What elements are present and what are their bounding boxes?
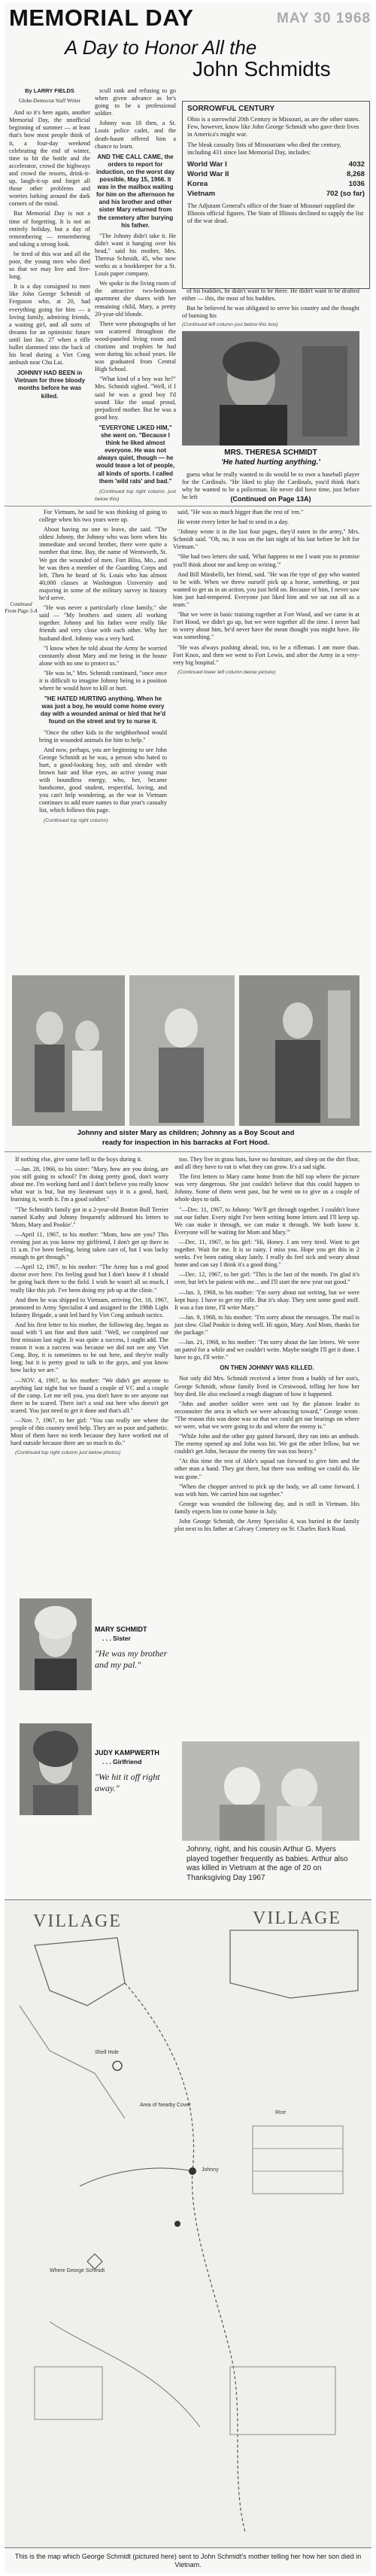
mary-photo [20, 1598, 92, 1690]
mother-photo [182, 331, 359, 446]
mother-caption-quote: 'He hated hurting anything.' [221, 458, 320, 467]
article-column-1 [9, 87, 90, 417]
paragraph: —April 12, 1967, to his mother: "The Army has a real good doctor over here. I'm feeling good but I don't know if I should be going back there to the field. I wish he wasn't all so much, I really like this job. I've been doing my job up at the clinic." [11, 1264, 168, 1294]
sorrowful-century-box [182, 101, 370, 289]
paragraph: It is a day consigned to men like John George Schmidt of Ferguson who, at 20, had everything going for him — a loving family, admiring friends, a waiting girl, and all sorts of dreams for an optimistic future until last Jan. 27 when a rifle bullet slammed into the back of his head during a Viet Cong ambush near Chu Lai. [9, 283, 90, 366]
map-label-village-right: VILLAGE [253, 1908, 341, 1928]
subheadline: A Day to Honor All the [65, 36, 257, 59]
continued-note: (Continued top right column just below photos) [15, 1450, 121, 1456]
paragraph: And so it's here again, another Memorial Day, the unofficial beginning of summer — at least that's how most people think of it, a four-day weekend celebrating the end of winter, time to hit the bottle and the accelerator, crowd the highways and crowd the resorts, drink-it-up, laugh-it-up and forget all those other problems and worries lurking around the dark corners of the mind. [9, 109, 90, 208]
continued-note: (Continued lower left column below picture) [177, 669, 276, 675]
paragraph: If nothing else, give some hell to the boys during it. [15, 1156, 143, 1163]
paragraph: We spoke in the living room of the attractive two-bedroom apartment she shares with her remaining child, Mary, a pretty 20-year-old blonde. [95, 280, 176, 318]
paragraph: —Jan. 9, 1968, to his mother: "I'm sorry about the messages. The mail is just slow. Glad Pookie is doing well. Hi again, Mary. And Mom, thanks for the package." [174, 1313, 359, 1336]
paragraph: The Adjutant General's office of the State of Missouri supplied the Illinois official figures. The State of Illinois declined to supply the list of the war dead. [187, 202, 364, 224]
divider [5, 1151, 371, 1152]
paragraph: He wrote every letter he had to send in a day. [177, 519, 289, 526]
paragraph: "What kind of a boy was he?" Mrs. Schmidt sighed. "Well, if I said he was a good boy I'd sound like the usual proud, prejudiced mother. But he was a good boy. [95, 376, 176, 421]
paragraph: —Jan. 28, 1966, to his sister: "Mary, how are you doing, are you still going to school? I'm doing pretty good, don't worry about me. I'm working hard and I don't believe you really know what war is but, but my lieutenant says it is a good, hard, learning it, worth it. I'm a good soldier." [11, 1166, 168, 1203]
paragraph: "The Johnny didn't take it. He didn't want it hanging over his head," said his mother, Mrs. Theresa Schmidt, 45, who now works as a bookkeeper for a St. Louis paper company. [95, 232, 176, 278]
paragraph: "Once the other kids in the neighborhood would bring in wounded animals for him to help." [39, 728, 167, 744]
map-label-village-left: VILLAGE [33, 1911, 122, 1931]
continued-note: (Continued top right column) [44, 817, 108, 823]
paragraph: Not only did Mrs. Schmidt received a letter from a buddy of her son's, George Schmidt, whose family lived in Crestwood, telling her how her boy died. He also enclosed a rough diagram of how it happened. [174, 1375, 359, 1397]
paragraph: —Jan. 21, 1968, to his mother: "I'm sorry about the late letters. We were on patrol for a while and we couldn't write. Maybe tonight I'll get it done. I have to go, I'll write." [174, 1339, 359, 1361]
paragraph: said, "He was so much bigger than the rest of 'em." [177, 509, 304, 516]
paragraph: "Johnny wrote it in the last four pages, they'd eaten in the army," Mrs. Schmidt said. "Oh, no, it was on the last night of his last before he left for Vietnam." [173, 528, 359, 551]
paragraph: And his first letter to his mother, the following day, began as usual with 'I am fine and then said: "Well, we completed our first mission last night. It was quite a success, I ought add. The reason it was a success was because we did not see any Viet Cong. Boy, it is sometimes to be out here, and they're really long; but it is pretty good to talk to the guys, and you know how lucky we are." [11, 1321, 168, 1374]
section-lead: AND THE CALL CAME, the orders to report for induction, on the worst day possible, May 15, 1966. It was in the mailbox waiting for him on the afternoon he and his brother and other sister Mary returned from the cemetery after burying his father. [96, 153, 174, 229]
paragraph: "—Dec. 11, 1967, to Johnny: 'We'll get through together. I couldn't leave out our father. Every night I've been writing home letters and I'll keep up. We can make it through, we can make it through. We both know it. Everyone will be waiting for Mom and Mary.'" [174, 1206, 359, 1236]
paragraph: Johnny was 18 then, a St. Louis police cadet, and the death-haunt offered him a chance to learn. [95, 120, 176, 150]
middle-right-column [173, 509, 359, 968]
lower-right-column [174, 1156, 359, 1735]
paragraph: "He was never a particularly close family," she said — "My brothers and sisters all working together. Johnny and his father were really like friends and very close with each other. Why her husband died. Johnny was a very hard. [39, 604, 167, 642]
lower-left-column [11, 1156, 168, 1592]
judy-quote: "We hit it off right away." [95, 1772, 160, 1793]
photo-strip [12, 975, 359, 1126]
cousin-caption: Johnny, right, and his cousin Arthur G. Myers played together frequently as babies. Arthur also was killed in Vietnam at the age of 20 on Thanksgiving Day 1967 [186, 1845, 348, 1882]
paragraph: —Dec. 11, 1967, to his girl: "Hi, Honey. I am very tired. Want to get together. Wait for me. It is so rainy. I miss you. Hope you get this in 2 weeks. I've been eating okay lately. I really do feel sick and weary about home and can say I think it's a good thing." [174, 1238, 359, 1269]
byline-org: Globe-Democrat Staff Writer [19, 98, 80, 105]
ambush-map [5, 1899, 371, 2548]
photo-strip-caption-2: ready for inspection in his barracks at Fort Hood. [102, 1139, 270, 1147]
paragraph: —NOV. 4, 1967, to his mother: "We didn't get anyone to anything last night but we found a couple of VC and a couple of the camp. Let me tell you, you don't have to see anyone out there to be scared. There isn't a soul out here who doesn't get scared. You just need to get it done and that's all." [11, 1376, 168, 1414]
paragraph: About having no one to leave, she said. "The oldest Johnny, the Johnny who was born when his immediate and second brother, there were quite a number that time. Bay, the name of Wentworth, St. We got the wounded of men. Fort Bliss, Mo., and he was then a member of the Guarding Corps and left. Then he heard of St. Louis who has almost 40,000 classes at Washington University and majoring in some of the military survey in history he'd serve. [39, 526, 167, 602]
paragraph: There were photographs of her son scattered throughout the wood-paneled living room and citations and trophies he had won during his school years. He was graduated from Central High School. [95, 320, 176, 373]
war-row: Vietnam 702 (so far) [187, 190, 365, 198]
paragraph: be tired of this war and all the poor, the young men who died so that we may live and live-long. [9, 250, 90, 281]
war-row: World War I 4032 [187, 160, 365, 169]
war-row: World War II 8,268 [187, 170, 365, 178]
war-row: Korea 1036 [187, 180, 365, 188]
map-note: Where George Schmidt [50, 2268, 105, 2273]
paragraph: But he believed he was obligated to serve his country and the thought of burning his [182, 305, 359, 320]
paragraph: The bleak casualty lists of Missourians who died the century, including 431 since last Memorial Day, includes: [187, 141, 341, 156]
mary-name: MARY SCHMIDT [95, 1626, 147, 1633]
judy-photo [20, 1723, 92, 1815]
judy-role: . . . Girlfriend [102, 1758, 142, 1765]
headline: MEMORIAL DAY [9, 5, 194, 31]
paragraph: —Jan. 3, 1968, to his mother: "I'm sorry about not writing, but we were kept busy. I have to get my rifle. But it's okay. They sent some good stuff. It was a fun time, I'll write Mary." [174, 1288, 359, 1311]
map-note: Shell Hole [95, 2050, 119, 2055]
date-stamp: MAY 30 1968 [277, 11, 371, 26]
continued-note: (Continued left column just below this box) [182, 322, 278, 327]
section-lead: "HE HATED HURTING anything. When he was just a boy, he would come home every day with a wounded animal or bird that he'd found on the street and try to nurse it. [40, 695, 166, 725]
map-note: Area of Nearby Cover [140, 2103, 191, 2108]
paragraph: And now, perhaps, you are beginning to see John George Schmidt as he was, a person who hated to hurt, a good-looking boy, soft and slender with brown hair and blue eyes, an active young man with boundless energy, who, her, became handsome, good student, respectful, loving, and you can't help wondering, as the war in Vietnam continues to add more names to that year's casualty list, which follows this page. [39, 746, 167, 814]
newspaper-clipping [5, 3, 371, 2573]
photo-strip-caption-1: Johnny and sister Mary as children; Johnny as a Boy Scout and [77, 1129, 295, 1137]
paragraph: —Dec. 12, 1967, to her girl: "This is the last of the month. I'm glad it's over, but let's be patient with me... and I'll start the new year out good." [174, 1271, 359, 1286]
middle-left-column [39, 509, 167, 968]
section-lead: JOHNNY HAD BEEN in Vietnam for three bloody months before he was killed. [14, 370, 86, 400]
paragraph: But Memorial Day is not a time of forgetting. It is not an entirely holiday, but a day of remembering — remembering and taking a strong look. [9, 210, 90, 248]
paragraph: And Bill Mirabelli, her friend, said. "He was the type of guy who wanted to be with. When we threw ourself pick up a horse, something, or just wanted to get us in an action, you just held on. Because of him, I never saw him just bad-tempered. Everyone just liked him and we sat out all as a team." [173, 570, 359, 609]
paragraph: —April 11, 1967, to his mother: "Mom, how are you? This evening just as you know my girlfriend, I don't get up there in 11 a.m. I've been feeling, being taken care of, but I was lucky enough to get through." [11, 1230, 168, 1261]
mary-role: . . . Sister [102, 1635, 131, 1642]
paragraph: "When the chopper arrived to pick up the body, we all came forward. I was with him. We carried him out together." [174, 1483, 359, 1498]
cousin-photo [182, 1741, 359, 1841]
paragraph: "But we were in basic training together at Fort Wood, and we came in at Fort Hood, we didn't go up, but we were together all the time. I never had to worry about him, he'd never have the mean thought you might have. He was something." [173, 611, 359, 641]
section-lead: "EVERYONE LIKED HIM," she went on. "Because I think he liked almost everyone. He was not always quiet, though — he would tease a lot of people, all kinds of sports. I called them 'wild rats' and bad." [96, 424, 175, 485]
paragraph: George was wounded the following day, and is still in Vietnam. His family expects him to come home in July. [174, 1500, 359, 1515]
paragraph: For Vietnam, he said he was thinking of going to college when his two years were up. [39, 509, 167, 524]
paragraph: "I know when he told about the Army he worried constantly about Mary and me being in the house alone with no one to protect us." [39, 644, 167, 667]
map-note: Johnny [202, 2167, 219, 2173]
byline: By LARRY FIELDS [25, 87, 74, 94]
paragraph: of his buddies, he didn't want to be there. He didn't want to be drafted either — this, the most of his buddies. [182, 287, 359, 303]
paragraph: Ohio is a sorrowful 20th Century in Missouri, as are the other states. Few, however, know like John George Schmidt who gave their lives in America's might war. [187, 116, 360, 138]
mother-caption-name: MRS. THERESA SCHMIDT [224, 449, 317, 457]
section-lead: ON THEN JOHNNY WAS KILLED. [220, 1364, 314, 1372]
mary-quote: "He was my brother and my pal." [95, 1648, 168, 1670]
paragraph: "While John and the other guy gained forward, they ran into an ambush. The enemy opened up and John was hit. We got the other fellow, but we couldn't get John, because the enemy fire was too heavy." [174, 1433, 359, 1455]
map-note: Rice [275, 2110, 287, 2115]
continued-note: (Continued top right column, just below this) [95, 488, 176, 502]
paragraph: —Nov. 7, 1967, to her girl: "You can really see where the people of this country need help. They are so poor and pathetic. Most of them have no teeth because they have worked out of hard outside because there are so much to do." [11, 1417, 168, 1447]
map-caption: This is the map which George Schmidt (pictured here) sent to John Schmidt's mother telling her how her son died in Vietnam. [14, 2553, 362, 2568]
continued-page-note: (Continued on Page 13A) [230, 495, 311, 503]
article-column-2 [95, 87, 176, 502]
paragraph: John George Schmidt, the Army Specialist 4, was buried in the family plot next to his father at Calvary Cemetery on St. Charles Rock Road. [174, 1518, 359, 1533]
paragraph: too. They live in grass huts, have no furniture, and sleep on the dirt floor, and all they have to eat is what they can grow. It's a sad sight. [174, 1156, 359, 1171]
paragraph: "He was in," Mrs. Schmidt continued, "once once it is difficult to imagine Johnny being in a position where he would have to kill or hurt. [39, 669, 167, 692]
continued-from-label: Continued From Page 3-A [5, 601, 38, 614]
paragraph: The first letters to Mary came home from the hill top where the picture was very dangerous. She just couldn't believe that this could happen to Johnny. Some of them went past, but he went on to give us a couple of whole days to talk. [174, 1173, 359, 1203]
paragraph: "At this time the rest of Able's squad ran forward to give him and the other man a hand. They got there, but there was nothing we could do. He was gone." [174, 1458, 359, 1480]
article-column-3 [182, 287, 359, 319]
paragraph: "John and another soldier were sent out by the platoon leader to reconnoiter the area in which we were advancing toward," George wrote. "The reason this was done was so that we could get our bearings on where we were, what we were going to do and where the enemy is." [174, 1400, 359, 1430]
box-title: SORROWFUL CENTURY [187, 105, 275, 113]
subheadline-names: John Schmidts [193, 57, 331, 81]
paragraph: "The Schmidt's family got in a 2-year-old Boston Bull Terrier named Kathy and Johnny frequently addressed his letters to 'Mom, Mary and Pookie'." [11, 1206, 168, 1228]
judy-name: JUDY KAMPWERTH [95, 1749, 159, 1756]
paragraph: guess what he really wanted to do would be to own a baseball player for the Cardinals. "He liked to play the Cardinals, you'd think that's why he wanted to be a policeman. He never did have time, just before he left [182, 471, 359, 501]
paragraph: "She had two letters she said, 'What happens to me I want you to promise you'll think about me and keep on writing.'" [173, 553, 359, 568]
paragraph: "He was always pushing ahead, too, to be a rifleman. I am more than. Fort Knox, and then we went to Fort Lewis, and after the Army in a very-very big hospital." [173, 643, 359, 666]
paragraph: And then he was shipped to Vietnam, arriving Oct. 18, 1967, promoted to Army Specialist 4 and assigned to the 198th Light Infantry Brigade, a unit led hard by Viet Cong ambush tactics. [11, 1296, 168, 1318]
paragraph: scull rank and refusing to go when given advance as he's going to be a professional soldier. [95, 87, 176, 117]
